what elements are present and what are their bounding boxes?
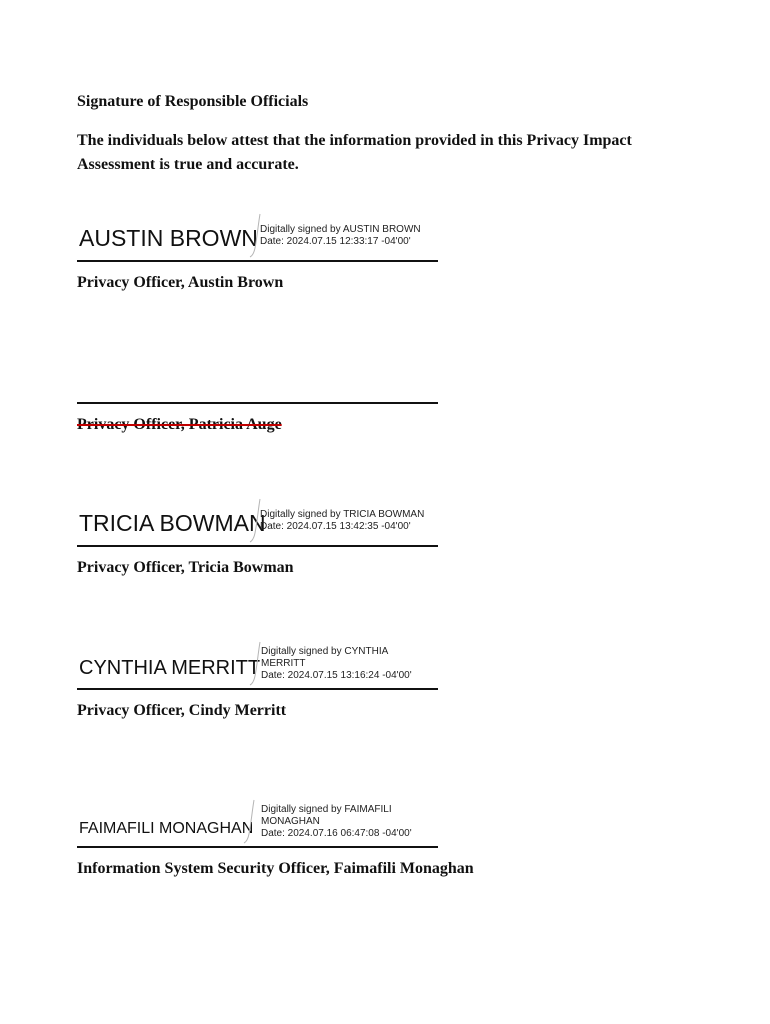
signer-name: CYNTHIA MERRITT [79,657,261,679]
signature-date: Date: 2024.07.15 13:42:35 -04'00' [260,521,411,532]
signature-block-cynthia-merritt [77,636,677,726]
signer-name: TRICIA BOWMAN [79,510,266,536]
signed-by-text: Digitally signed by TRICIA BOWMAN [260,509,425,520]
signed-by-text: Digitally signed by AUSTIN BROWN [260,224,421,235]
signature-date: Date: 2024.07.15 12:33:17 -04'00' [260,236,411,247]
signer-name: FAIMAFILI MONAGHAN [79,820,254,837]
signature-line [77,402,438,404]
digital-signature-field[interactable] [77,493,437,545]
empty-signature-field[interactable] [77,350,437,402]
signature-line [77,260,438,262]
signature-date: Date: 2024.07.15 13:16:24 -04'00' [261,670,412,681]
signature-line [77,688,438,690]
signature-block-tricia-bowman [77,493,677,583]
attestation-statement: The individuals below attest that the information provided in this Privacy Impact Assessment is true and accurate. [77,132,632,173]
signed-by-text-continued: MONAGHAN [261,816,320,827]
signer-title-struck: Privacy Officer, Patricia Auge [77,416,282,433]
signer-title: Privacy Officer, Austin Brown [77,274,284,291]
digital-signature-field[interactable] [77,208,437,260]
signer-title: Privacy Officer, Tricia Bowman [77,559,294,576]
signature-line [77,846,438,848]
signer-title: Information System Security Officer, Faimafili Monaghan [77,860,474,877]
signature-line [77,545,438,547]
signature-date: Date: 2024.07.16 06:47:08 -04'00' [261,828,412,839]
signed-by-text-continued: MERRITT [261,658,306,669]
signature-block-patricia-auge [77,350,677,440]
signed-by-text: Digitally signed by FAIMAFILI [261,804,392,815]
signature-flourish-icon [243,798,257,844]
signer-name: AUSTIN BROWN [79,225,258,251]
page-heading: Signature of Responsible Officials [77,93,309,110]
signature-block-austin-brown [77,208,677,298]
digital-signature-field[interactable] [77,636,437,688]
signer-title: Privacy Officer, Cindy Merritt [77,702,287,719]
signature-block-faimafili-monaghan [77,794,677,884]
digital-signature-field[interactable] [77,794,437,846]
signed-by-text: Digitally signed by CYNTHIA [261,646,389,657]
